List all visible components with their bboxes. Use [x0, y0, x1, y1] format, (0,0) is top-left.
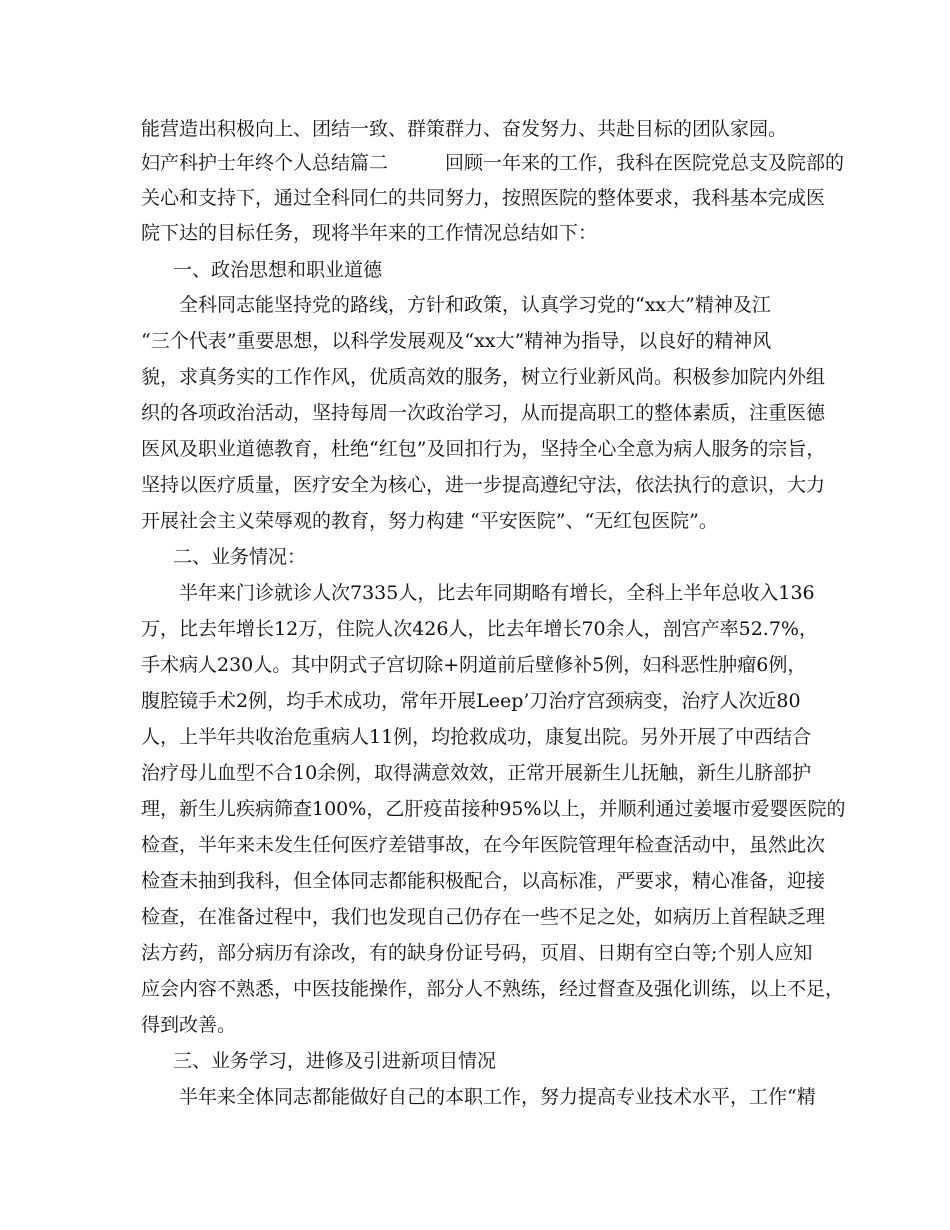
paragraph-line: 治疗母儿血型不合10余例，取得满意效效，正常开展新生儿抚触，新生儿脐部护: [141, 762, 812, 784]
paragraph-line: 开展社会主义荣辱观的教育，努力构建 “平安医院”、“无红包医院”。: [141, 510, 718, 532]
paragraph-line: 貌，求真务实的工作作风，优质高效的服务，树立行业新风尚。积极参加院内外组: [141, 366, 826, 388]
paragraph-line: 法方药，部分病历有涂改，有的缺身份证号码，页眉、日期有空白等;个别人应知: [141, 942, 813, 964]
paragraph-line: 手术病人230人。其中阴式子宫切除+阴道前后壁修补5例，妇科恶性肿瘤6例，: [141, 654, 807, 676]
section-heading: 三、业务学习，进修及引进新项目情况: [173, 1050, 497, 1072]
paragraph-line: 织的各项政治活动，坚持每周一次政治学习，从而提高职工的整体素质，注重医德: [141, 402, 826, 424]
paragraph-line: “三个代表”重要思想，以科学发展观及“xx大”精神为指导，以良好的精神风: [141, 330, 772, 352]
section-heading: 二、业务情况：: [173, 546, 307, 568]
paragraph-line: 检查，在准备过程中，我们也发现自己仍存在一些不足之处，如病历上首程缺乏理: [141, 906, 826, 928]
paragraph-line: 关心和支持下，通过全科同仁的共同努力，按照医院的整体要求，我科基本完成医: [141, 187, 826, 209]
paragraph-line: 应会内容不熟悉，中医技能操作，部分人不熟练，经过督查及强化训练，以上不足，: [141, 978, 845, 1000]
paragraph-line: 检查，半年来未发生任何医疗差错事故，在今年医院管理年检查活动中，虽然此次: [141, 834, 826, 856]
paragraph-line: 腹腔镜手术2例，均手术成功，常年开展Leep’刀治疗宫颈病变，治疗人次近80: [141, 690, 801, 712]
paragraph-line: 理，新生儿疾病筛查100%，乙肝疫苗接种95%以上，并顺利通过姜堰市爱婴医院的: [141, 798, 846, 820]
paragraph-line: 人，上半年共收治危重病人11例，均抢救成功，康复出院。另外开展了中西结合: [141, 726, 812, 748]
paragraph-line: 检查未抽到我科，但全体同志都能积极配合，以高标准，严要求，精心准备，迎接: [141, 870, 826, 892]
paragraph-line: 院下达的目标任务，现将半年来的工作情况总结如下：: [141, 222, 598, 244]
section-heading: 一、政治思想和职业道德: [173, 259, 383, 281]
paragraph-line: 半年来门诊就诊人次7335人，比去年同期略有增长，全科上半年总收入136: [179, 582, 815, 604]
paragraph-line: 全科同志能坚持党的路线，方针和政策，认真学习党的“xx大”精神及江: [179, 294, 771, 316]
paragraph-line: 医风及职业道德教育，杜绝“红包”及回扣行为，坚持全心全意为病人服务的宗旨，: [141, 438, 826, 460]
paragraph-line: 万，比去年增长12万，住院人次426人，比去年增长70余人，剖宫产率52.7%，: [141, 618, 818, 640]
paragraph-line: 坚持以医疗质量，医疗安全为核心，进一步提高遵纪守法，依法执行的意识，大力: [141, 474, 826, 496]
paragraph-line: 得到改善。: [141, 1014, 237, 1036]
paragraph-line: 能营造出积极向上、团结一致、群策群力、奋发努力、共赴目标的团队家园。: [141, 118, 788, 140]
section-title-line: 妇产科护士年终个人总结篇二 回顾一年来的工作，我科在医院党总支及院部的: [141, 152, 845, 174]
paragraph-line: 半年来全体同志都能做好自己的本职工作，努力提高专业技术水平，工作“精: [179, 1086, 816, 1108]
